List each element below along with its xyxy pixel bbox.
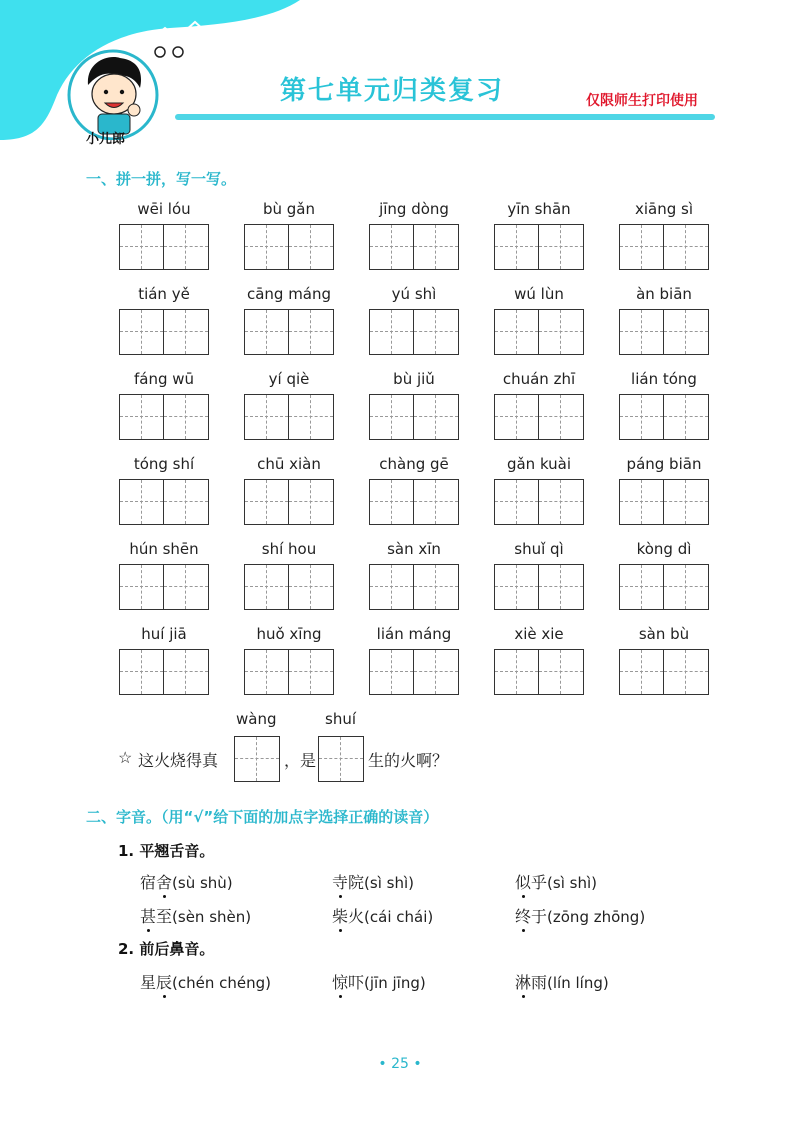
writing-cell[interactable]	[245, 650, 289, 694]
writing-cell[interactable]	[664, 395, 708, 439]
writing-box	[494, 224, 584, 270]
reading-option[interactable]	[140, 904, 251, 927]
star-icon: ☆	[118, 748, 133, 767]
pinyin-label: wú lùn	[514, 285, 564, 303]
pinyin-choices: (sì shì)	[364, 874, 414, 892]
pinyin-label: páng biān	[626, 455, 702, 473]
writing-box	[494, 309, 584, 355]
writing-box	[119, 564, 209, 610]
writing-box	[619, 479, 709, 525]
writing-box	[119, 394, 209, 440]
pinyin-label: shí hou	[261, 540, 317, 558]
pinyin-label: tóng shí	[133, 455, 195, 473]
writing-box	[494, 479, 584, 525]
writing-cell[interactable]	[120, 480, 164, 524]
dotted-character: 惊	[332, 970, 348, 993]
word-plain: 宿	[140, 873, 157, 892]
writing-cell[interactable]	[539, 650, 583, 694]
writing-cell[interactable]	[245, 310, 289, 354]
writing-cell[interactable]	[664, 310, 708, 354]
writing-box	[119, 479, 209, 525]
pinyin-label: yú shì	[391, 285, 437, 303]
writing-cell[interactable]	[289, 310, 333, 354]
brand-label: 小儿郎	[86, 132, 126, 147]
writing-cell[interactable]	[120, 395, 164, 439]
pinyin-label: gǎn kuài	[506, 455, 572, 473]
pinyin-label: chàng gē	[379, 455, 449, 473]
writing-cell[interactable]	[370, 310, 414, 354]
word-plain: 雨	[531, 973, 548, 992]
writing-cell[interactable]	[620, 480, 664, 524]
reading-option[interactable]	[515, 970, 609, 993]
writing-cell[interactable]	[370, 650, 414, 694]
pinyin-choices: (jīn jīng)	[364, 974, 426, 992]
sentence-pinyin-1: wàng	[236, 710, 277, 728]
writing-cell[interactable]	[539, 480, 583, 524]
pinyin-label: àn biān	[636, 285, 692, 303]
writing-box	[119, 224, 209, 270]
writing-box	[369, 224, 459, 270]
writing-box	[369, 309, 459, 355]
writing-box	[619, 309, 709, 355]
pinyin-label: kòng dì	[636, 540, 692, 558]
writing-cell[interactable]	[414, 310, 458, 354]
writing-cell[interactable]	[495, 480, 539, 524]
pinyin-choices: (sì shì)	[547, 874, 597, 892]
pinyin-choices: (chén chéng)	[172, 974, 272, 992]
pinyin-label: jīng dòng	[379, 200, 449, 218]
writing-cell[interactable]	[539, 225, 583, 269]
writing-cell[interactable]	[414, 565, 458, 609]
writing-cell[interactable]	[289, 395, 333, 439]
writing-cell[interactable]	[164, 650, 208, 694]
writing-cell[interactable]	[245, 565, 289, 609]
pinyin-label: huí jiā	[141, 625, 187, 643]
pinyin-label: lián tóng	[631, 370, 697, 388]
writing-cell[interactable]	[495, 225, 539, 269]
writing-box	[244, 564, 334, 610]
writing-cell[interactable]	[495, 565, 539, 609]
writing-cell[interactable]	[620, 650, 664, 694]
writing-cell[interactable]	[664, 225, 708, 269]
writing-cell[interactable]	[370, 480, 414, 524]
writing-box	[369, 479, 459, 525]
reading-option[interactable]	[332, 904, 433, 927]
pinyin-choices: (sù shù)	[172, 874, 233, 892]
pinyin-choices: (cái chái)	[364, 908, 434, 926]
writing-cell[interactable]	[539, 395, 583, 439]
pinyin-label: xiāng sì	[634, 200, 693, 218]
pinyin-label: yīn shān	[507, 200, 571, 218]
writing-cell[interactable]	[414, 650, 458, 694]
pinyin-label: xiè xie	[514, 625, 564, 643]
page-title: 第七单元归类复习	[280, 76, 505, 106]
writing-cell[interactable]	[539, 310, 583, 354]
writing-cell[interactable]	[620, 395, 664, 439]
writing-box	[244, 649, 334, 695]
writing-cell[interactable]	[164, 395, 208, 439]
writing-cell[interactable]	[539, 565, 583, 609]
pinyin-label: huǒ xīng	[256, 625, 322, 643]
boy-avatar-icon	[58, 40, 168, 140]
writing-cell[interactable]	[414, 225, 458, 269]
writing-cell[interactable]	[164, 565, 208, 609]
dotted-character: 似	[515, 870, 531, 893]
word-plain: 火	[348, 907, 365, 926]
pinyin-choices: (lín líng)	[547, 974, 609, 992]
pinyin-choices: (sèn shèn)	[172, 908, 252, 926]
writing-cell[interactable]	[495, 395, 539, 439]
sentence-box-2[interactable]	[318, 736, 364, 782]
word-plain: 院	[348, 873, 365, 892]
pinyin-label: bù jiǔ	[393, 370, 435, 388]
dotted-character: 辰	[156, 970, 172, 993]
dotted-character: 淋	[515, 970, 531, 993]
reading-option[interactable]	[332, 970, 426, 993]
dotted-character: 终	[515, 904, 531, 927]
writing-cell[interactable]	[495, 310, 539, 354]
writing-cell[interactable]	[414, 395, 458, 439]
writing-cell[interactable]	[495, 650, 539, 694]
writing-box	[244, 479, 334, 525]
writing-cell[interactable]	[620, 225, 664, 269]
group-1-heading: 1. 平翘舌音。	[118, 842, 215, 860]
writing-cell[interactable]	[620, 565, 664, 609]
dotted-character: 甚	[140, 904, 156, 927]
writing-cell[interactable]	[289, 225, 333, 269]
writing-box	[244, 394, 334, 440]
reading-option[interactable]	[515, 904, 645, 927]
word-plain: 于	[531, 907, 548, 926]
writing-cell[interactable]	[164, 480, 208, 524]
writing-box	[369, 564, 459, 610]
pinyin-label: bù gǎn	[262, 200, 316, 218]
writing-cell[interactable]	[120, 310, 164, 354]
writing-cell[interactable]	[245, 480, 289, 524]
writing-box	[619, 564, 709, 610]
writing-cell[interactable]	[164, 225, 208, 269]
usage-tag: 仅限师生打印使用	[586, 93, 698, 109]
page-number: • 25 •	[378, 1056, 422, 1072]
writing-cell[interactable]	[370, 225, 414, 269]
writing-box	[369, 394, 459, 440]
reading-option[interactable]	[140, 970, 271, 993]
pinyin-label: chū xiàn	[257, 455, 321, 473]
pinyin-label: shuǐ qì	[514, 540, 564, 558]
writing-box	[244, 309, 334, 355]
pinyin-label: chuán zhī	[502, 370, 576, 388]
writing-cell[interactable]	[120, 565, 164, 609]
dotted-character: 寺	[332, 870, 348, 893]
pinyin-label: wēi lóu	[137, 200, 191, 218]
writing-cell[interactable]	[370, 565, 414, 609]
sentence-part-2: ，是	[284, 751, 317, 770]
dotted-character: 柴	[332, 904, 348, 927]
writing-cell[interactable]	[664, 565, 708, 609]
pinyin-label: cāng máng	[246, 285, 332, 303]
writing-box	[619, 649, 709, 695]
pinyin-label: tián yě	[138, 285, 190, 303]
reading-option[interactable]	[140, 870, 233, 893]
writing-cell[interactable]	[289, 565, 333, 609]
writing-cell[interactable]	[289, 480, 333, 524]
word-plain: 星	[140, 973, 157, 992]
sentence-pinyin-2: shuí	[325, 710, 356, 728]
pinyin-label: sàn xīn	[387, 540, 441, 558]
writing-cell[interactable]	[289, 650, 333, 694]
writing-box	[619, 224, 709, 270]
header-line	[175, 114, 715, 120]
section-2-title: 二、字音。（用“√”给下面的加点字选择正确的读音）	[86, 808, 439, 826]
word-plain: 吓	[348, 973, 365, 992]
writing-box	[244, 224, 334, 270]
pinyin-label: yí qiè	[268, 370, 310, 388]
pinyin-label: hún shēn	[129, 540, 199, 558]
group-2-heading: 2. 前后鼻音。	[118, 940, 215, 958]
writing-cell[interactable]	[245, 225, 289, 269]
dotted-character: 舍	[156, 870, 172, 893]
writing-cell[interactable]	[120, 225, 164, 269]
writing-box	[119, 309, 209, 355]
sentence-part-1: 这火烧得真	[138, 751, 219, 770]
writing-cell[interactable]	[370, 395, 414, 439]
writing-box	[369, 649, 459, 695]
writing-box	[494, 564, 584, 610]
writing-cell[interactable]	[120, 650, 164, 694]
writing-box	[619, 394, 709, 440]
reading-option[interactable]	[332, 870, 414, 893]
writing-cell[interactable]	[620, 310, 664, 354]
sentence-box-1[interactable]	[234, 736, 280, 782]
reading-option[interactable]	[515, 870, 597, 893]
writing-cell[interactable]	[664, 650, 708, 694]
writing-box	[494, 649, 584, 695]
writing-box	[494, 394, 584, 440]
writing-cell[interactable]	[164, 310, 208, 354]
pinyin-label: fáng wū	[133, 370, 195, 388]
writing-cell[interactable]	[414, 480, 458, 524]
writing-cell[interactable]	[664, 480, 708, 524]
writing-cell[interactable]	[245, 395, 289, 439]
sentence-part-3: 生的火啊？	[368, 751, 449, 770]
pinyin-choices: (zōng zhōng)	[547, 908, 646, 926]
section-1-title: 一、拼一拼，写一写。	[86, 170, 237, 188]
pinyin-label: sàn bù	[638, 625, 690, 643]
word-plain: 乎	[531, 873, 548, 892]
writing-box	[119, 649, 209, 695]
pinyin-label: lián máng	[376, 625, 452, 643]
word-plain: 至	[156, 907, 173, 926]
